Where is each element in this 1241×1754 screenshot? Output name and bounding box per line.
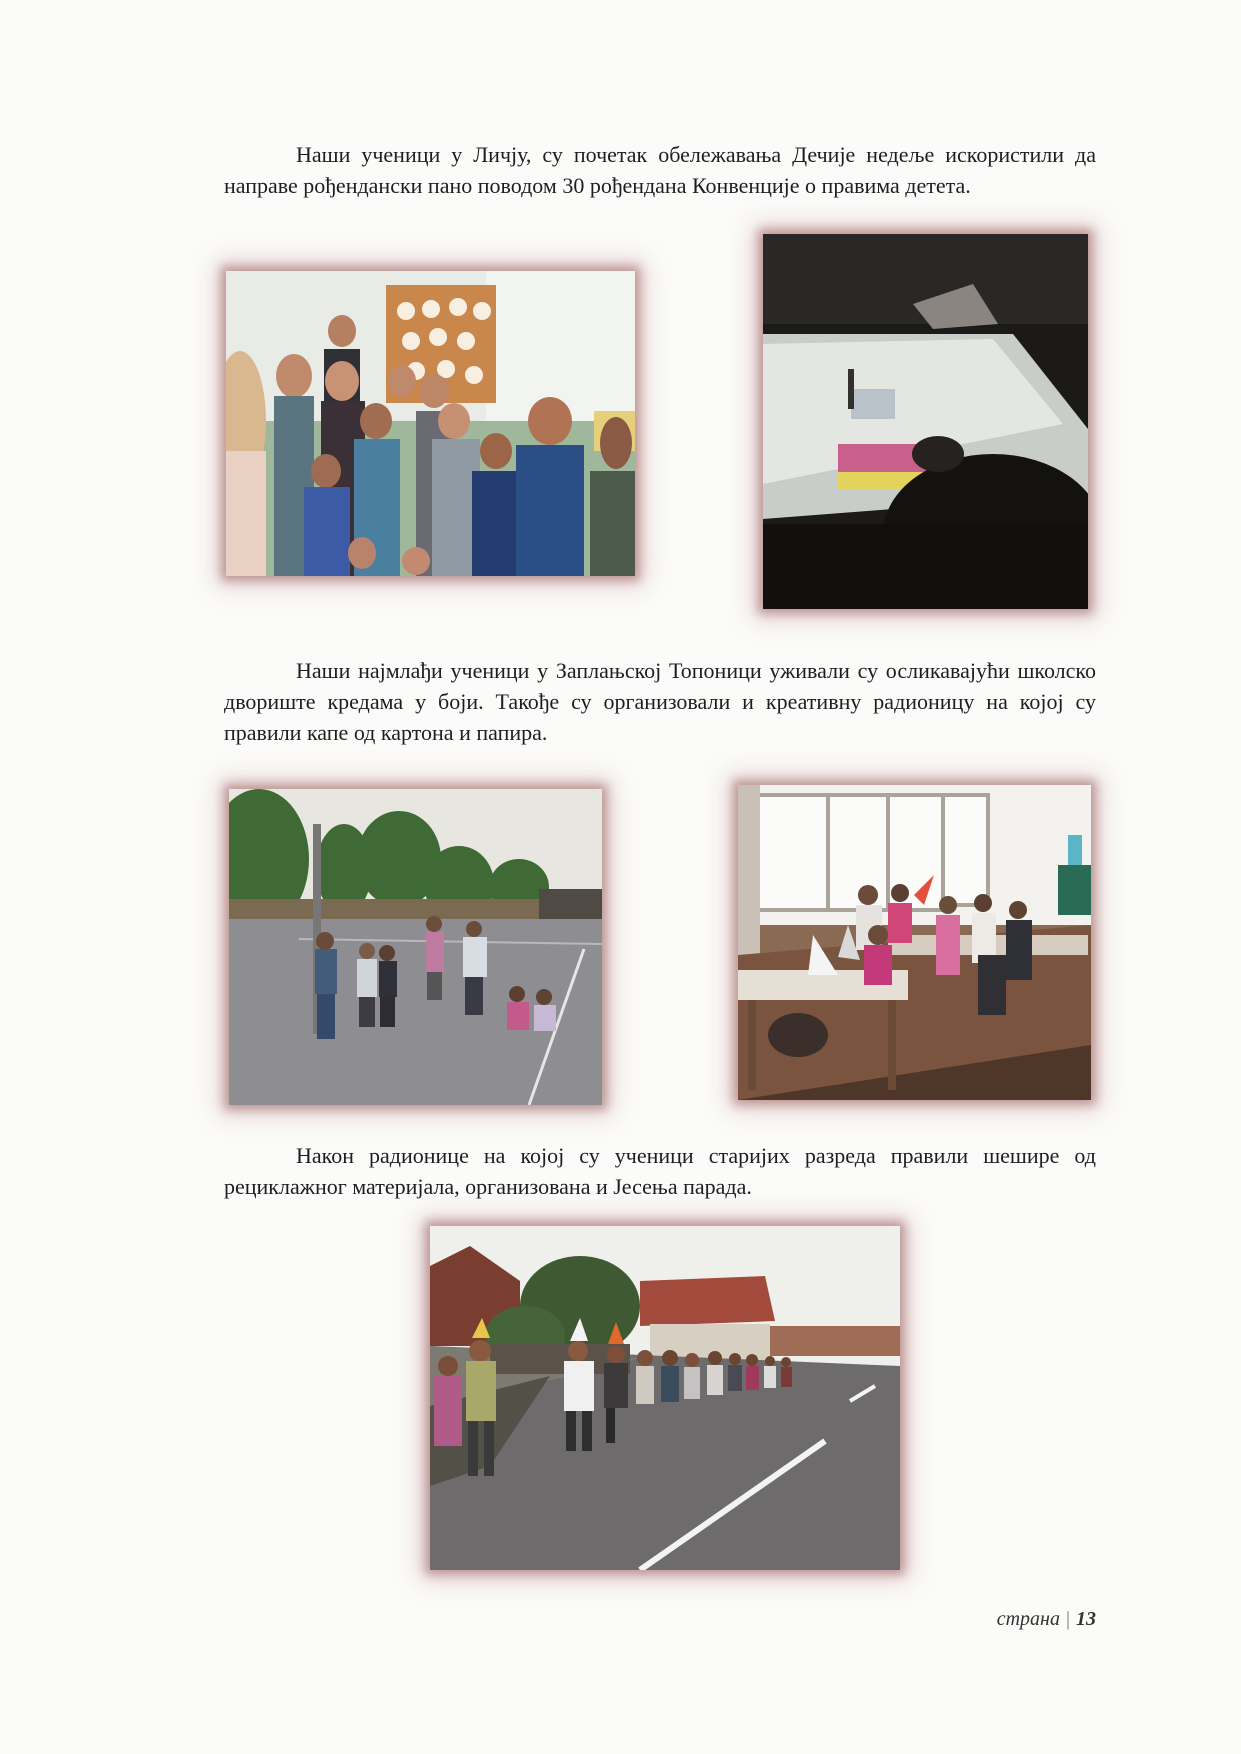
photo-classroom-hat-workshop [738, 785, 1091, 1100]
photo-autumn-parade [430, 1226, 900, 1570]
paragraph-lichje-birthday-panel [224, 139, 1096, 201]
paragraph-1-text: Наши ученици у Личју, су почетак обележавања Дечије недеље искористили да направе рођендански пано поводом 30 рођендана Конвенције о правима детета. [224, 142, 1096, 198]
photo-students-writing-banner [763, 234, 1088, 609]
page-number: 13 [1076, 1608, 1096, 1630]
paragraph-3-text: Након радионице на којој су ученици старијих разреда правили шешире од рециклажног материјала, организована и Јесења парада. [224, 1143, 1096, 1199]
page-footer [997, 1608, 1096, 1631]
paragraph-autumn-parade [224, 1140, 1096, 1202]
footer-separator: | [1065, 1608, 1070, 1630]
footer-label: страна [996, 1608, 1060, 1630]
photo-students-birthday-panel [226, 271, 635, 576]
photo-schoolyard-chalk [229, 789, 602, 1105]
paragraph-2-text: Наши најмлађи ученици у Заплањској Топоници уживали су осликавајући школско двориште кредама у боји. Такође су организовали и креативну радионицу на којој су правили капе од картона и папира. [224, 658, 1096, 745]
paragraph-toponica-chalk-drawing [224, 655, 1096, 748]
